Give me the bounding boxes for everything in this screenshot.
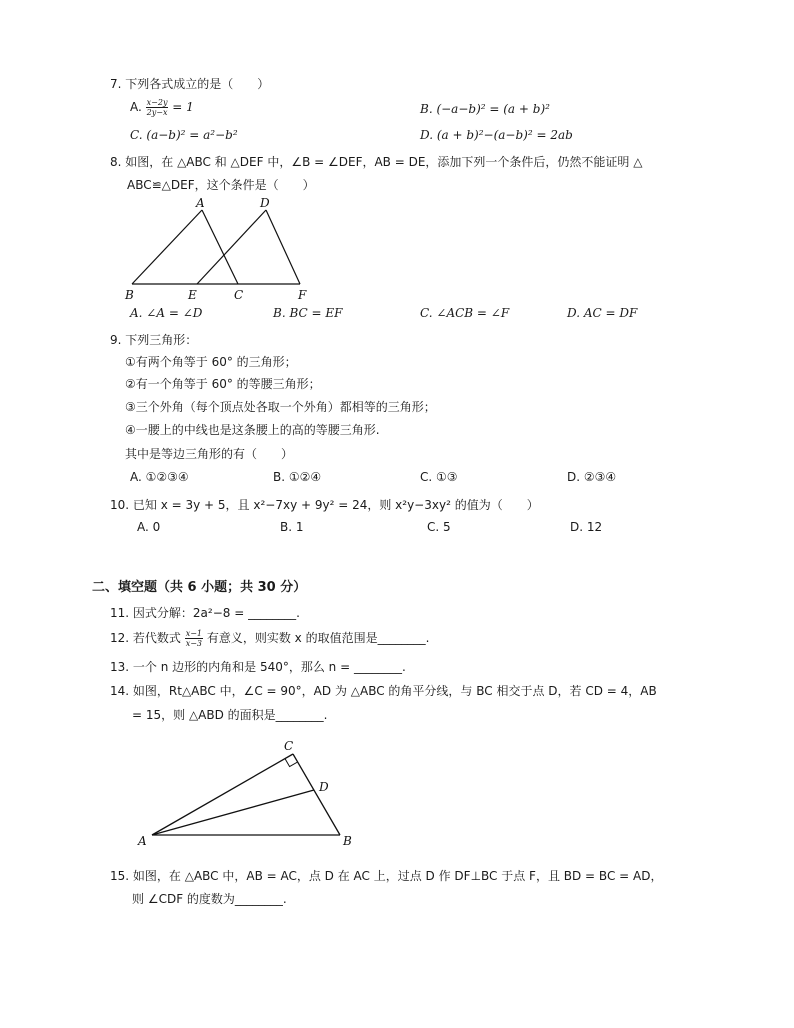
q9-stem: 9. 下列三角形： [110, 333, 198, 347]
q8-label-A: A [196, 196, 205, 210]
section-heading-fill-in: 二、填空题（共 6 小题；共 30 分） [92, 580, 307, 595]
q8-segment-DF [266, 210, 300, 284]
q10-option-c[interactable]: C. 5 [427, 520, 451, 534]
q9-option-a[interactable]: A. ①②③④ [130, 470, 189, 484]
q15-line2: 则 ∠CDF 的度数为________. [132, 892, 287, 906]
q7-fraction-denominator: 2y−x [146, 108, 168, 117]
q14-label-C: C [284, 739, 294, 753]
q15-line1: 15. 如图，在 △ABC 中，AB = AC，点 D 在 AC 上，过点 D 作 DF⊥BC 于点 F，且 BD = BC = AD， [110, 869, 663, 883]
q8-label-D: D [260, 196, 270, 210]
q9-item-2: ②有一个角等于 60° 的等腰三角形； [125, 377, 321, 391]
q7-stem: 7. 下列各式成立的是（ ） [110, 77, 270, 91]
q9-option-d[interactable]: D. ②③④ [567, 470, 617, 484]
q9-question: 其中是等边三角形的有（ ） [125, 447, 294, 461]
q12-fraction-numerator: x−1 [185, 629, 203, 638]
q14-right-triangle-figure [130, 732, 370, 852]
q8-label-F: F [298, 288, 307, 302]
q8-label-C: C [234, 288, 244, 302]
q12-fraction [185, 629, 203, 648]
q8-label-E: E [188, 288, 197, 302]
q9-item-3: ③三个外角（每个顶点处各取一个外角）都相等的三角形； [125, 400, 436, 414]
q12-fraction-denominator: x−3 [185, 639, 203, 648]
q9-item-1: ①有两个角等于 60° 的三角形； [125, 355, 297, 369]
q8-option-b[interactable]: B. BC = EF [273, 306, 343, 320]
q7-option-c[interactable]: C. (a−b)² = a²−b² [130, 128, 238, 142]
q14-label-D: D [319, 780, 329, 794]
q8-stem-line2: ABC≌△DEF，这个条件是（ ） [127, 178, 315, 192]
q14-line1: 14. 如图，Rt△ABC 中，∠C = 90°，AD 为 △ABC 的角平分线，与 BC 相交于点 D，若 CD = 4，AB [110, 684, 657, 698]
q14-segment-AC [152, 754, 293, 835]
q8-label-B: B [125, 288, 134, 302]
q9-option-b[interactable]: B. ①②④ [273, 470, 322, 484]
q14-line2: = 15，则 △ABD 的面积是________. [132, 708, 328, 722]
q7-option-a[interactable] [130, 98, 194, 117]
q7-option-d[interactable]: D. (a + b)²−(a−b)² = 2ab [420, 128, 573, 142]
q13: 13. 一个 n 边形的内角和是 540°，那么 n = ________. [110, 660, 406, 674]
q9-option-c[interactable]: C. ①③ [420, 470, 458, 484]
q8-option-d[interactable]: D. AC = DF [567, 306, 638, 320]
q7-option-a-rest: = 1 [168, 100, 194, 114]
q8-option-a[interactable]: A. ∠A = ∠D [130, 306, 203, 320]
q7-option-a-fraction [146, 98, 169, 117]
q7-option-a-label: A. [130, 100, 142, 114]
q8-segment-BA [132, 210, 202, 284]
q12 [110, 629, 429, 648]
q11: 11. 因式分解：2a²−8 = ________. [110, 606, 300, 620]
q14-label-A: A [138, 834, 147, 848]
q10-option-d[interactable]: D. 12 [570, 520, 603, 534]
q10-option-b[interactable]: B. 1 [280, 520, 304, 534]
q8-stem-line1: 8. 如图，在 △ABC 和 △DEF 中，∠B = ∠DEF，AB = DE，添加下列一个条件后，仍然不能证明 △ [110, 155, 643, 169]
q9-item-4: ④一腰上的中线也是这条腰上的高的等腰三角形. [125, 423, 380, 437]
q12-suffix: 有意义，则实数 x 的取值范围是________. [203, 631, 430, 645]
q12-prefix: 12. 若代数式 [110, 631, 185, 645]
q14-segment-AD [152, 790, 314, 835]
q7-fraction-numerator: x−2y [146, 98, 168, 107]
q8-option-c[interactable]: C. ∠ACB = ∠F [420, 306, 510, 320]
q7-option-b[interactable]: B. (−a−b)² = (a + b)² [420, 102, 550, 116]
q8-triangles-figure [120, 196, 320, 304]
q14-label-B: B [343, 834, 352, 848]
q10-option-a[interactable]: A. 0 [137, 520, 161, 534]
q10-stem: 10. 已知 x = 3y + 5，且 x²−7xy + 9y² = 24，则 x²y−3xy² 的值为（ ） [110, 498, 539, 512]
